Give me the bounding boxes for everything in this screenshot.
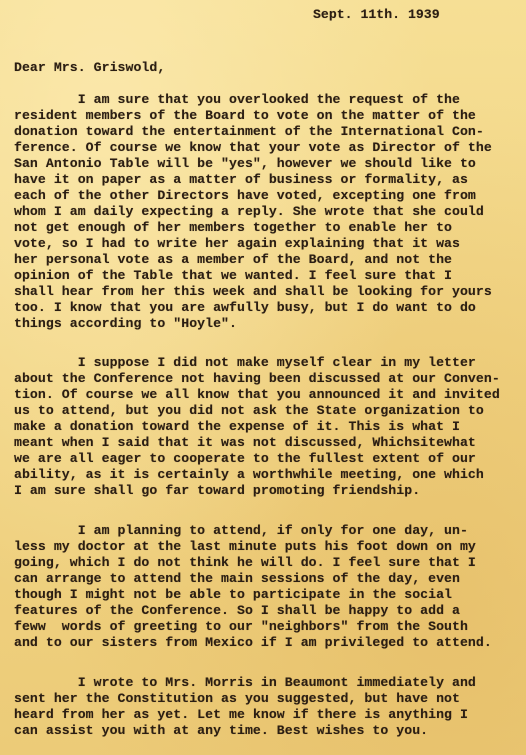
text-line: her personal vote as a member of the Board, and not the [14, 252, 453, 267]
text-line: not get enough of her members together to enable her to [14, 220, 453, 235]
letter-date: Sept. 11th. 1939 [313, 7, 440, 22]
text-line: things according to "Hoyle". [14, 316, 237, 331]
text-line: have it on paper as a matter of business or formality, as [14, 172, 468, 187]
text-line: I am sure that you overlooked the request of the [14, 92, 460, 107]
text-line: sent her the Constitution as you suggested, but have not [14, 691, 460, 706]
text-line: going, which I do not think he will do. I feel sure that I [14, 555, 476, 570]
text-line: opinion of the Table that we wanted. I feel sure that I [14, 268, 453, 283]
text-line: vote, so I had to write her again explaining that it was [14, 236, 460, 251]
text-line: ability, as it is certainly a worthwhile meeting, one which [14, 467, 484, 482]
text-line: San Antonio Table will be "yes", however we should like to [14, 156, 476, 171]
text-line: though I might not be able to participate in the social [14, 587, 453, 602]
text-line: whom I am daily expecting a reply. She wrote that she could [14, 204, 484, 219]
text-line: can arrange to attend the main sessions of the day, even [14, 571, 460, 586]
text-line: and to our sisters from Mexico if I am privileged to attend. [14, 635, 492, 650]
salutation: Dear Mrs. Griswold, [14, 60, 166, 75]
text-line: us to attend, but you did not ask the State organization to [14, 403, 484, 418]
text-line: we are all eager to cooperate to the fullest extent of our [14, 451, 476, 466]
text-line: about the Conference not having been discussed at our Conven- [14, 371, 500, 386]
text-line: tion. Of course we all know that you announced it and invited [14, 387, 500, 402]
text-line: shall hear from her this week and shall be looking for yours [14, 284, 492, 299]
text-line: too. I know that you are awfully busy, but I do want to do [14, 300, 476, 315]
text-line: features of the Conference. So I shall be happy to add a [14, 603, 460, 618]
text-line: feww words of greeting to our "neighbors" from the South [14, 619, 468, 634]
text-line: heard from her as yet. Let me know if there is anything I [14, 707, 468, 722]
text-line: I am sure shall go far toward promoting friendship. [14, 483, 421, 498]
text-line: resident members of the Board to vote on the matter of the [14, 108, 476, 123]
text-line: each of the other Directors have voted, excepting one from [14, 188, 476, 203]
text-line: ference. Of course we know that your vote as Director of the [14, 140, 492, 155]
text-line: donation toward the entertainment of the International Con- [14, 124, 484, 139]
text-line: can assist you with at any time. Best wishes to you. [14, 723, 429, 738]
text-line: I wrote to Mrs. Morris in Beaumont immediately and [14, 675, 476, 690]
text-line: meant when I said that it was not discussed, Whichsitewhat [14, 435, 476, 450]
text-line: less my doctor at the last minute puts his foot down on my [14, 539, 476, 554]
text-line: I am planning to attend, if only for one day, un- [14, 523, 468, 538]
text-line: I suppose I did not make myself clear in my letter [14, 355, 476, 370]
text-line: make a donation toward the expense of it. This is what I [14, 419, 460, 434]
